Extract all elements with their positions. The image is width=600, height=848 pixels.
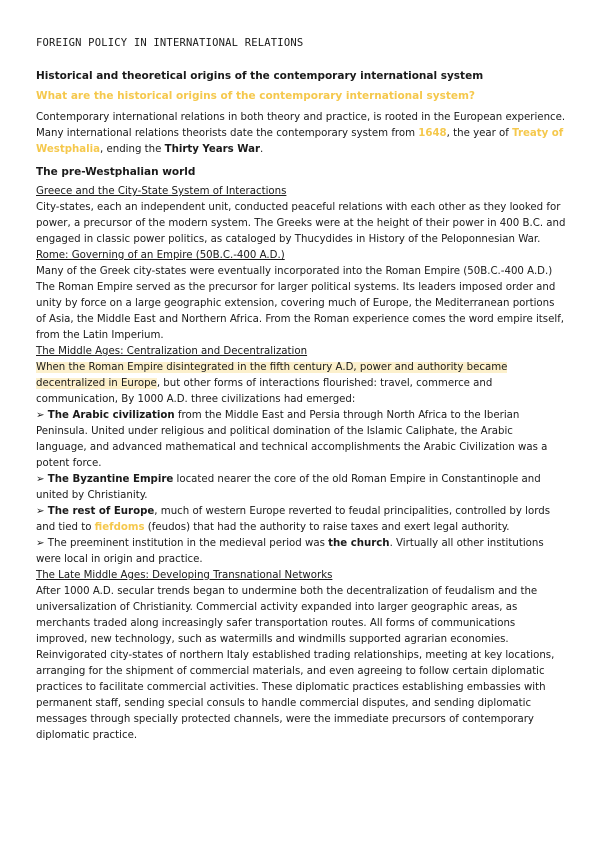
arabic-civilization: The Arabic civilization [47,410,175,421]
section-heading-pre-westphalian: The pre-Westphalian world [36,166,196,178]
europe-text-2: (feudos) that had the authority to raise taxes and exert legal authority. [144,522,510,533]
year-highlight: 1648 [418,128,447,139]
byzantine-empire: The Byzantine Empire [47,474,174,485]
greece-paragraph: City-states, each an independent unit, conducted peaceful relations with each other as they looked for power, a precursor of the modern system. The Greeks were at the height of their power in 400 B.C. and engaged in classic power politics, as cataloged by Thucydides in History of the Peloponnesian War. [36,202,566,245]
question-heading: What are the historical origins of the contemporary international system? [36,90,476,102]
document-page [36,34,566,744]
thirty-years-war: Thirty Years War [164,144,261,155]
intro-paragraph [36,110,566,158]
highlighted-text: When the Roman Empire disintegrated in the fifth century A.D, power and authority became decentralized in Europe [36,362,508,389]
arrow-bullet-icon: ➢ [36,538,45,549]
arrow-bullet-icon: ➢ [36,410,45,421]
intro-text-1: Contemporary international relations in both theory and practice, is rooted in the European experience. Many international relations theorists date the contemporary system from [36,112,566,139]
late-middle-ages-subheading: The Late Middle Ages: Developing Transnational Networks [36,570,333,581]
bullet-europe [36,504,566,536]
byzantine-text: located nearer the core of the old Roman Empire in Constantinople and united by Christianity. [36,474,541,501]
greece-subheading: Greece and the City-State System of Interactions [36,186,287,197]
middle-ages-text: , but other forms of interactions flourished: travel, commerce and communication, By 1000 A.D. three civilizations had emerged: [36,378,493,405]
middle-ages-paragraph [36,360,566,408]
fiefdoms-highlight: fiefdoms [94,522,145,533]
main-heading: Historical and theoretical origins of the contemporary international system [36,70,484,82]
late-paragraph-1: After 1000 A.D. secular trends began to undermine both the decentralization of feudalism and the universalization of Christianity. Commercial activity expanded into larger geographic areas, as merchants traded along increasingly safer transportation routes. All forms of communications improved, new technology, such as watermills and windmills supported agrarian economies. [36,586,538,645]
arrow-bullet-icon: ➢ [36,474,45,485]
intro-text-3: , ending the [100,144,165,155]
rome-paragraph: Many of the Greek city-states were eventually incorporated into the Roman Empire (50B.C.-400 A.D.) The Roman Empire served as the precursor for larger political systems. Its leaders imposed order and unity by force on a large geographic extension, covering much of Europe, the Mediterranean portions of Asia, the Middle East and Northern Africa. From the Roman experience comes the word empire itself, from the Latin Imperium. [36,266,565,341]
rome-subheading: Rome: Governing of an Empire (50B.C.-400 A.D.) [36,250,285,261]
intro-text-2: , the year of [446,128,513,139]
church-text-2: . Virtually all other institutions were local in origin and practice. [36,538,544,565]
bullet-church [36,536,566,568]
europe-text-1: , much of western Europe reverted to feudal principalities, controlled by lords and tied to [36,506,551,533]
rest-of-europe: The rest of Europe [47,506,155,517]
document-title: FOREIGN POLICY IN INTERNATIONAL RELATIONS [36,37,304,49]
treaty-highlight: Treaty of Westphalia [36,128,564,155]
church-text-1: The preeminent institution in the medieval period was [44,538,329,549]
the-church: the church [328,538,390,549]
late-paragraph-2: Reinvigorated city-states of northern Italy established trading relationships, meeting at key locations, arranging for the shipment of commercial materials, and even agreeing to follow certain diplomatic practices to facilitate commercial activities. These diplomatic practices establishing embassies with permanent staff, sending special consuls to handle commercial disputes, and sending diplomatic messages through specially protected channels, were the immediate precursors of contemporary diplomatic practice. [36,650,555,741]
arrow-bullet-icon: ➢ [36,506,45,517]
middle-ages-subheading: The Middle Ages: Centralization and Decentralization [36,346,308,357]
intro-text-4: . [260,144,264,155]
bullet-byzantine [36,472,566,504]
arabic-text: from the Middle East and Persia through North Africa to the Iberian Peninsula. United under religious and political domination of the Islamic Caliphate, the Arabic language, and advanced mathematical and technical accomplishments the Arabic Civilization was a potent force. [36,410,548,469]
bullet-arabic [36,408,566,472]
